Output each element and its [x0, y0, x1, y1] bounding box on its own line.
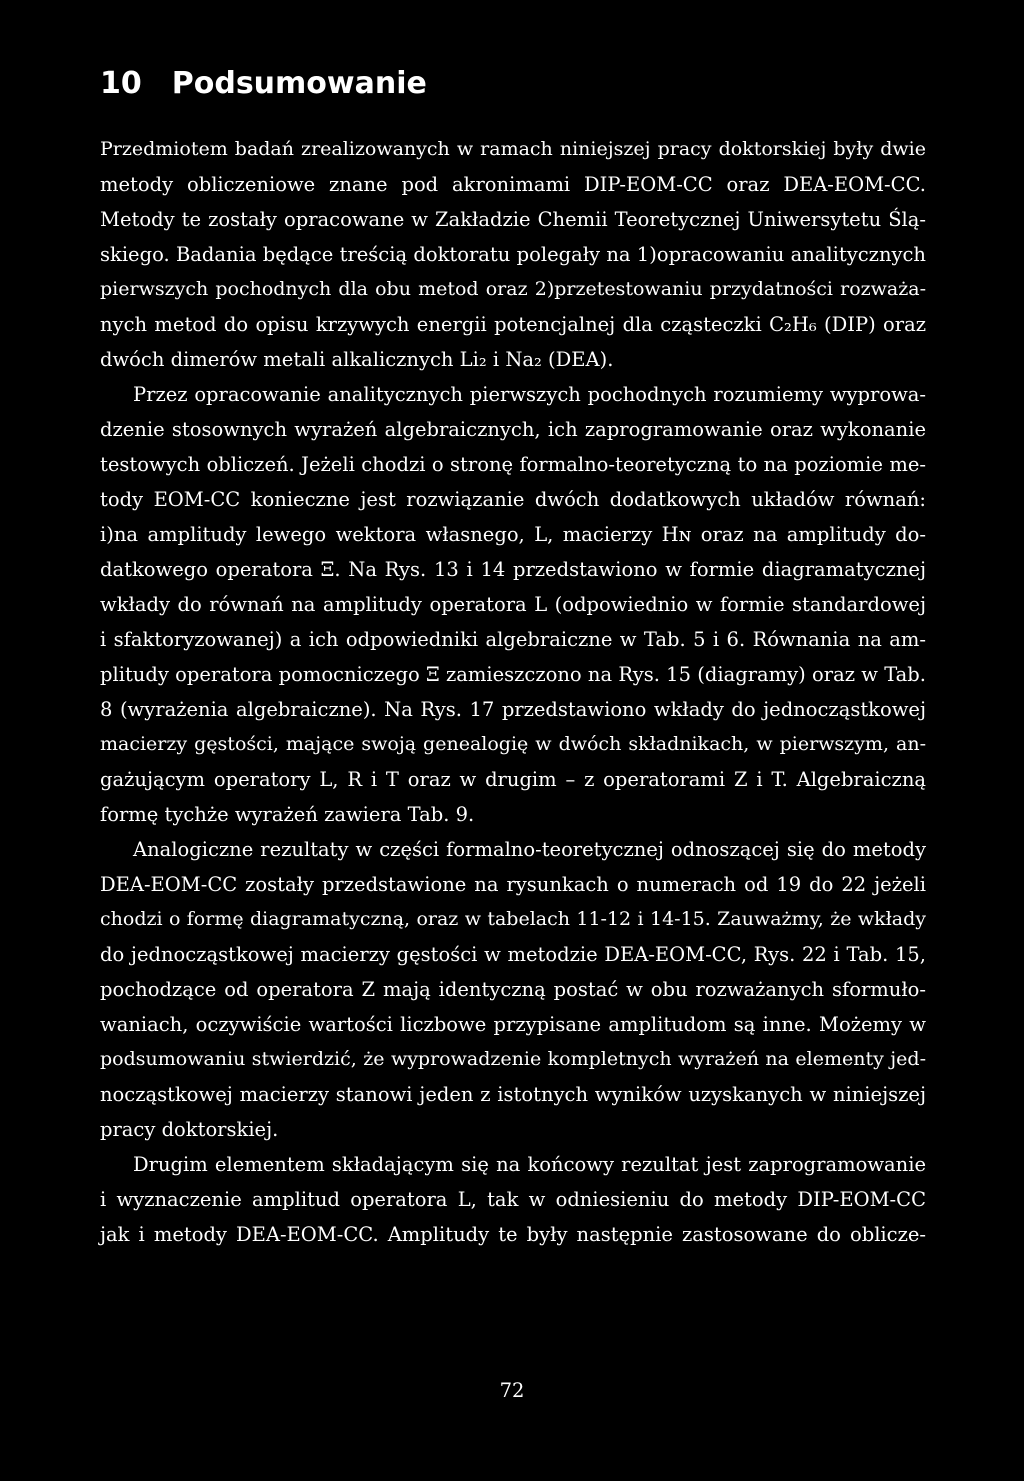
text-line: Analogiczne rezultaty w części formalno-teoretycznej odnoszącej się do metody [133, 838, 926, 861]
text-line: gażującym operatory L, R i T oraz w drugim – z operatorami Z i T. Algebraiczną [100, 768, 926, 791]
text-line: jak i metody DEA-EOM-CC. Amplitudy te były następnie zastosowane do oblicze- [100, 1223, 926, 1246]
text-line: DEA-EOM-CC zostały przedstawione na rysunkach o numerach od 19 do 22 jeżeli [100, 873, 926, 896]
text-line: skiego. Badania będące treścią doktoratu polegały na 1)opracowaniu analitycznych [100, 243, 926, 266]
text-line: plitudy operatora pomocniczego Ξ zamieszczono na Rys. 15 (diagramy) oraz w Tab. [100, 663, 926, 686]
text-line: do jednocząstkowej macierzy gęstości w metodzie DEA-EOM-CC, Rys. 22 i Tab. 15, [100, 943, 926, 966]
section-title: Podsumowanie [171, 66, 427, 101]
text-line: i wyznaczenie amplitud operatora L, tak w odniesieniu do metody DIP-EOM-CC [100, 1188, 926, 1211]
page-number: 72 [499, 1379, 525, 1402]
text-line: waniach, oczywiście wartości liczbowe przypisane amplitudom są inne. Możemy w [100, 1013, 926, 1036]
text-line: pierwszych pochodnych dla obu metod oraz 2)przetestowaniu przydatności rozważa- [100, 278, 926, 300]
text-line: testowych obliczeń. Jeżeli chodzi o stronę formalno-teoretyczną to na poziomie me- [100, 453, 926, 476]
text-line: macierzy gęstości, mające swoją genealogię w dwóch składnikach, w pierwszym, an- [100, 733, 926, 755]
text-line: metody obliczeniowe znane pod akronimami DIP-EOM-CC oraz DEA-EOM-CC. [100, 173, 926, 196]
text-line: Przez opracowanie analitycznych pierwszych pochodnych rozumiemy wyprowa- [133, 383, 926, 406]
text-line: tody EOM-CC konieczne jest rozwiązanie dwóch dodatkowych układów równań: [100, 488, 926, 511]
section-number: 10 [100, 66, 142, 101]
text-line: datkowego operatora Ξ. Na Rys. 13 i 14 przedstawiono w formie diagramatycznej [100, 558, 926, 581]
text-line: i sfaktoryzowanej) a ich odpowiedniki algebraiczne w Tab. 5 i 6. Równania na am- [100, 628, 926, 651]
text-line: chodzi o formę diagramatyczną, oraz w tabelach 11-12 i 14-15. Zauważmy, że wkłady [100, 908, 926, 930]
text-line: nocząstkowej macierzy stanowi jeden z istotnych wyników uzyskanych w niniejszej [100, 1083, 926, 1106]
text-line: wkłady do równań na amplitudy operatora L (odpowiednio w formie standardowej [100, 593, 926, 616]
text-line: i)na amplitudy lewego wektora własnego, L, macierzy Hɴ oraz na amplitudy do- [100, 523, 926, 546]
text-line: pochodzące od operatora Z mają identyczną postać w obu rozważanych sformuło- [100, 978, 926, 1001]
text-line: Metody te zostały opracowane w Zakładzie Chemii Teoretycznej Uniwersytetu Ślą- [100, 208, 926, 231]
text-line: formę tychże wyrażeń zawiera Tab. 9. [100, 803, 475, 826]
section-heading [100, 64, 427, 104]
text-line: nych metod do opisu krzywych energii potencjalnej dla cząsteczki C₂H₆ (DIP) oraz [100, 313, 926, 336]
text-line: dwóch dimerów metali alkalicznych Li₂ i Na₂ (DEA). [100, 348, 614, 371]
text-line: pracy doktorskiej. [100, 1118, 279, 1141]
body-text [100, 132, 926, 1252]
text-line: dzenie stosownych wyrażeń algebraicznych, ich zaprogramowanie oraz wykonanie [100, 418, 926, 441]
text-line: Przedmiotem badań zrealizowanych w ramach niniejszej pracy doktorskiej były dwie [100, 138, 926, 160]
text-line: 8 (wyrażenia algebraiczne). Na Rys. 17 przedstawiono wkłady do jednocząstkowej [100, 698, 926, 721]
text-line: Drugim elementem składającym się na końcowy rezultat jest zaprogramowanie [133, 1153, 926, 1176]
text-line: podsumowaniu stwierdzić, że wyprowadzenie kompletnych wyrażeń na elementy jed- [100, 1048, 926, 1070]
